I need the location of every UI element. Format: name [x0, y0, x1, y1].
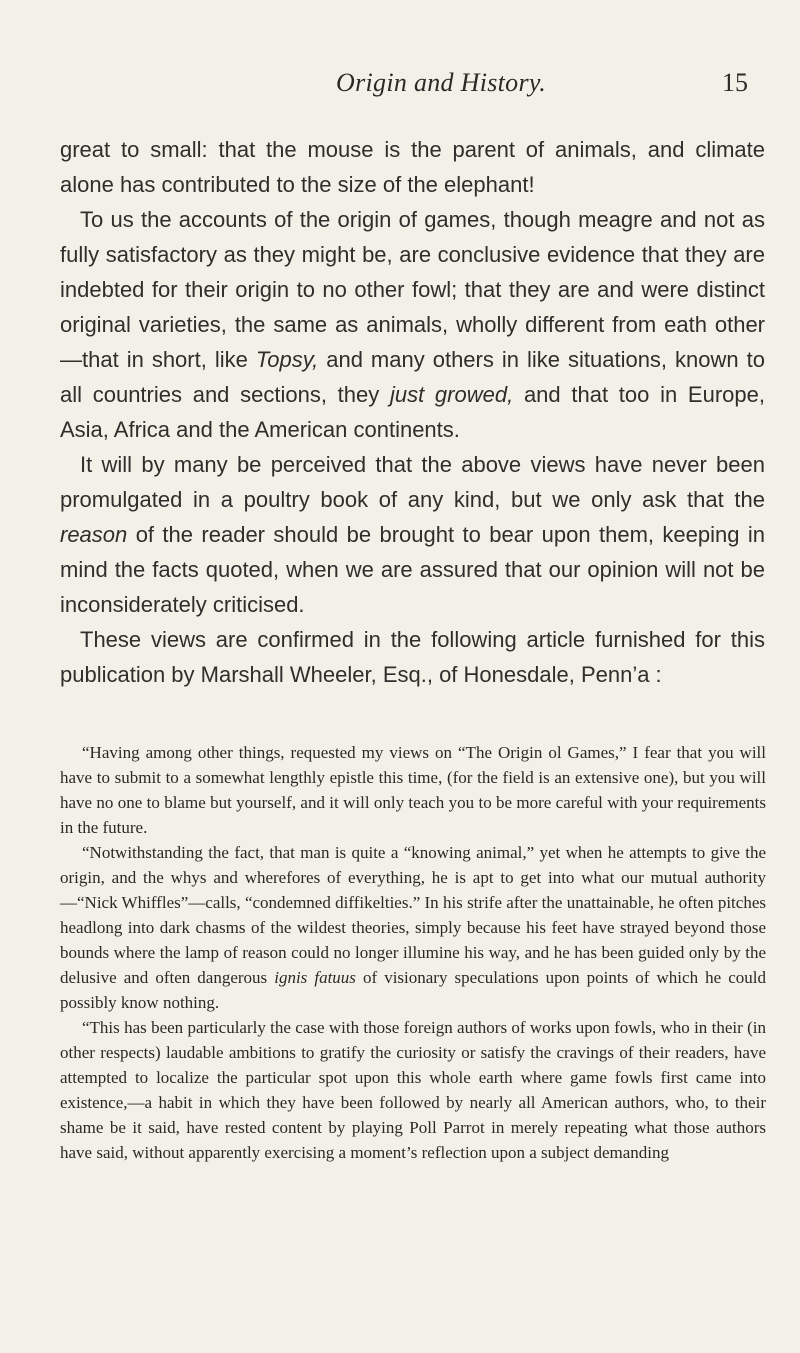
- paragraph-2-text-a: To us the accounts of the origin of games, though meagre and not as fully satisfactory as they might be, are conclusive evidence that they are indebted for their origin to no other fowl; that they are and were distinct original varieties, the same as animals, wholly different from eath other—that in short, like: [60, 207, 765, 372]
- paragraph-2: [60, 202, 765, 447]
- running-head: [0, 64, 800, 104]
- quoted-article: [60, 740, 766, 1165]
- quote-paragraph-2-text-a: “Notwithstanding the fact, that man is quite a “knowing animal,” yet when he attempts to give the origin, and the whys and wherefores of everything, he is apt to get into what our mutual authority—“Nick Whiffles”—calls, “condemned diffikelties.” In his strife after the unattainable, he often pitches headlong into dark chasms of the wildest theories, simply because his feet have strayed beyond those bounds where the lamp of reason could no longer illumine his way, and he has been guided only by the delusive and often dangerous: [60, 843, 766, 987]
- paragraph-1-text: great to small: that the mouse is the parent of animals, and climate alone has contributed to the size of the elephant!: [60, 137, 765, 197]
- running-head-title: Origin and History.: [336, 68, 547, 97]
- paragraph-3: [60, 447, 765, 622]
- italic-reason: reason: [60, 522, 128, 547]
- paragraph-2-text-b: and many others in like situations, known to all countries and sections, they: [60, 347, 765, 407]
- paragraph-4: [60, 622, 765, 692]
- quote-paragraph-2: [60, 840, 766, 1015]
- paragraph-4-text: These views are confirmed in the following article furnished for this publication by Marshall Wheeler, Esq., of Honesdale, Penn’a :: [60, 627, 765, 687]
- main-text: [60, 132, 765, 692]
- italic-topsy: Topsy,: [255, 347, 319, 372]
- page-number: 15: [722, 68, 748, 97]
- quote-paragraph-3: [60, 1015, 766, 1165]
- quote-paragraph-1-text: “Having among other things, requested my views on “The Origin ol Games,” I fear that you will have to submit to a somewhat lengthly epistle this time, (for the field is an extensive one), but you will have no one to blame but yourself, and it will only teach you to be more careful with your requirements in the future.: [60, 743, 766, 837]
- quote-paragraph-2-text-b: of visionary speculations upon points of which he could possibly know nothing.: [60, 968, 766, 1012]
- quote-paragraph-3-text: “This has been particularly the case with those foreign authors of works upon fowls, who in their (in other respects) laudable ambitions to gratify the curiosity or satisfy the cravings of their readers, have attempted to localize the particular spot upon this whole earth where game fowls first came into existence,—a habit in which they have been followed by nearly all American authors, who, to their shame be it said, have rested content by playing Poll Parrot in merely repeating what those authors have said, without apparently exercising a moment’s reflection upon a subject demanding: [60, 1018, 766, 1162]
- paragraph-3-text-a: It will by many be perceived that the above views have never been promulgated in a poultry book of any kind, but we only ask that the: [60, 452, 765, 512]
- paragraph-1: [60, 132, 765, 202]
- quote-paragraph-1: [60, 740, 766, 840]
- italic-ignis-fatuus: ignis fatuus: [274, 968, 356, 987]
- paragraph-3-text-b: of the reader should be brought to bear upon them, keeping in mind the facts quoted, when we are assured that our opinion will not be inconsiderately criticised.: [60, 522, 765, 617]
- italic-just-growed: just growed,: [389, 382, 514, 407]
- paragraph-2-text-c: and that too in Europe, Asia, Africa and the American continents.: [60, 382, 765, 442]
